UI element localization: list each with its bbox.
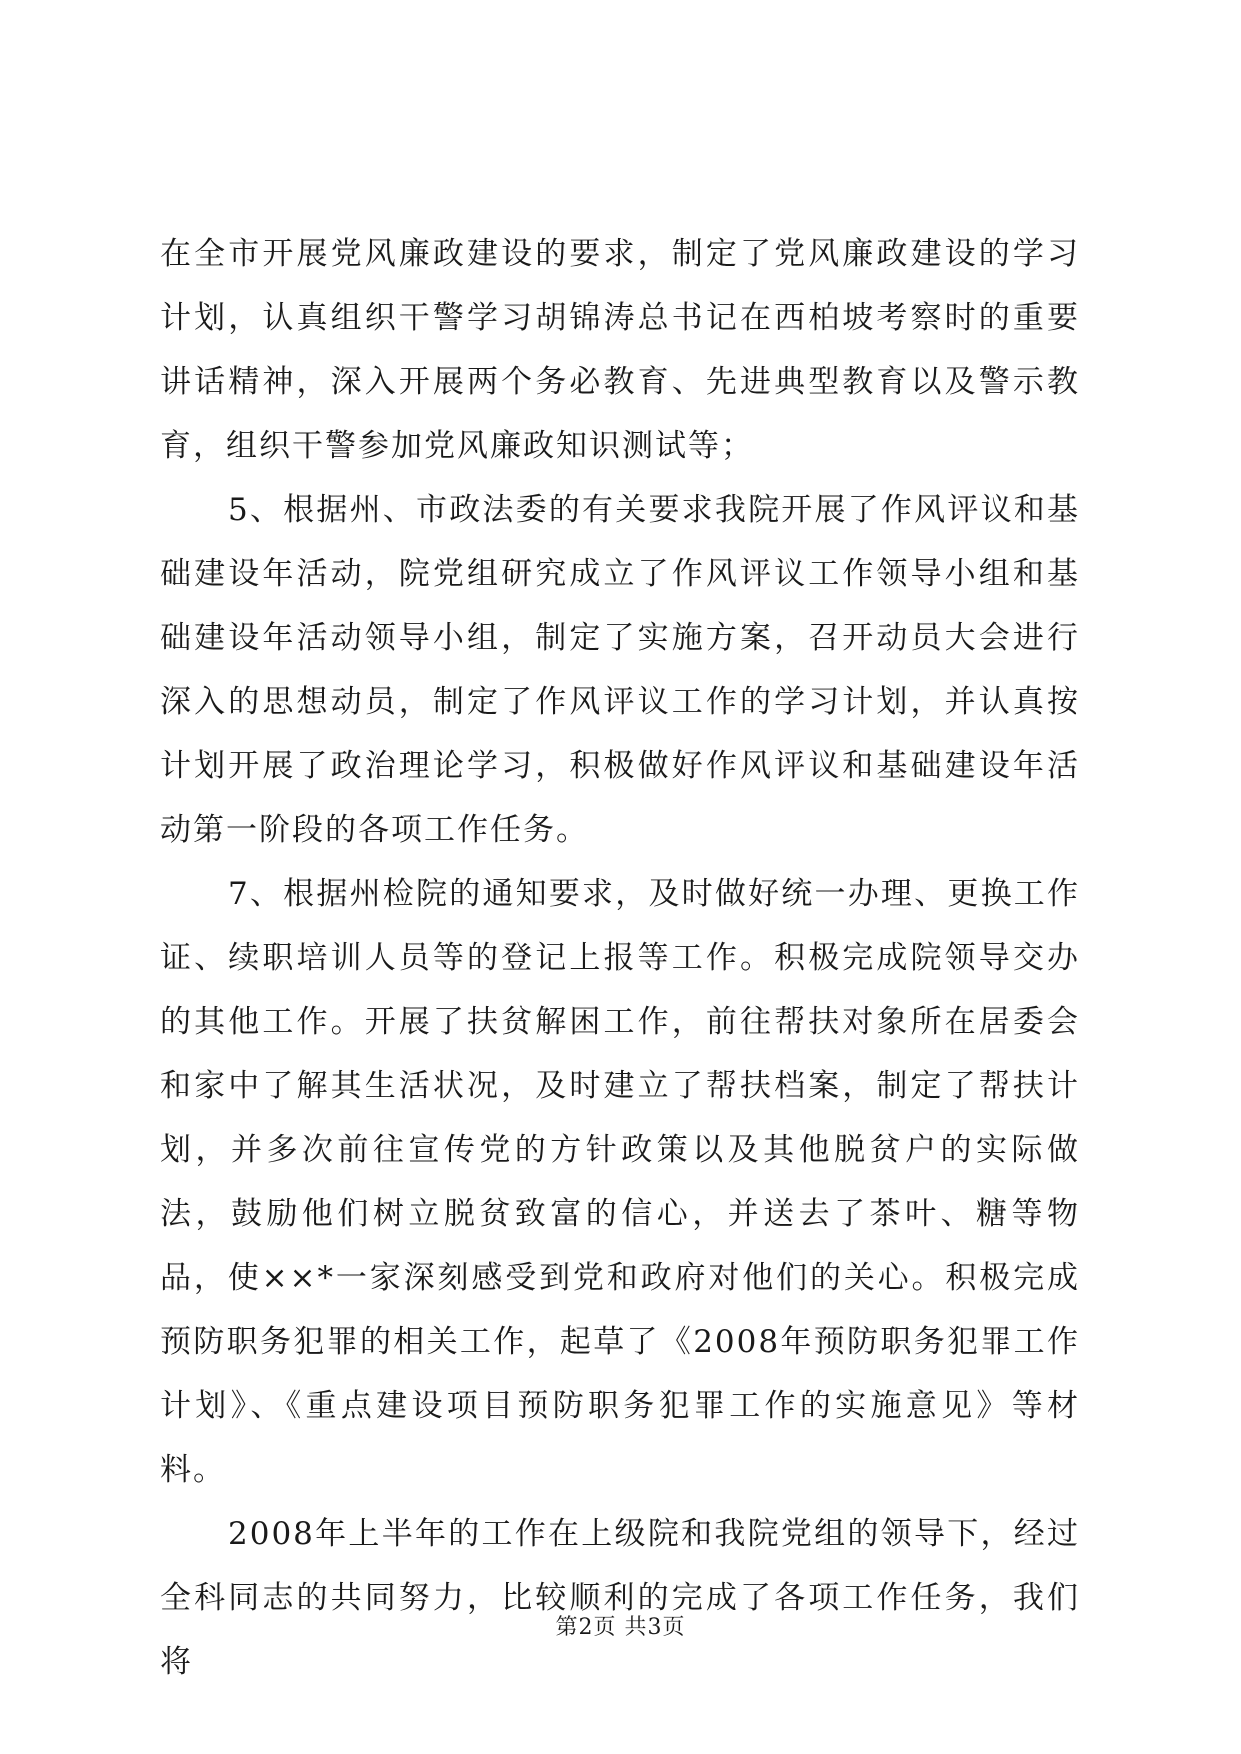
paragraph-item-5-style-review: 5、根据州、市政法委的有关要求我院开展了作风评议和基础建设年活动，院党组研究成立了作风评议工作领导小组和基础建设年活动领导小组，制定了实施方案，召开动员大会进行深入的思想动员，制定了作风评议工作的学习计划，并认真按计划开展了政治理论学习，积极做好作风评议和基础建设年活动第一阶段的各项工作任务。 bbox=[160, 492, 1080, 848]
page-number-footer: 第2页 共3页 bbox=[555, 1615, 686, 1640]
paragraph-party-integrity-study: 在全市开展党风廉政建设的要求，制定了党风廉政建设的学习计划，认真组织干警学习胡锦涛总书记在西柏坡考察时的重要讲话精神，深入开展两个务必教育、先进典型教育以及警示教育，组织干警参加党风廉政知识测试等； bbox=[160, 236, 1080, 464]
paragraph-item-7-poverty-relief: 7、根据州检院的通知要求，及时做好统一办理、更换工作证、续职培训人员等的登记上报等工作。积极完成院领导交办的其他工作。开展了扶贫解困工作，前往帮扶对象所在居委会和家中了解其生活状况，及时建立了帮扶档案，制定了帮扶计划，并多次前往宣传党的方针政策以及其他脱贫户的实际做法，鼓励他们树立脱贫致富的信心，并送去了茶叶、糖等物品，使××*一家深刻感受到党和政府对他们的关心。积极完成预防职务犯罪的相关工作，起草了《2008年预防职务犯罪工作计划》、《重点建设项目预防职务犯罪工作的实施意见》等材料。 bbox=[160, 876, 1080, 1488]
document-body bbox=[160, 222, 1080, 1694]
paragraph-half-year-summary: 2008年上半年的工作在上级院和我院党组的领导下，经过全科同志的共同努力，比较顺利的完成了各项工作任务，我们将 bbox=[160, 1516, 1080, 1680]
